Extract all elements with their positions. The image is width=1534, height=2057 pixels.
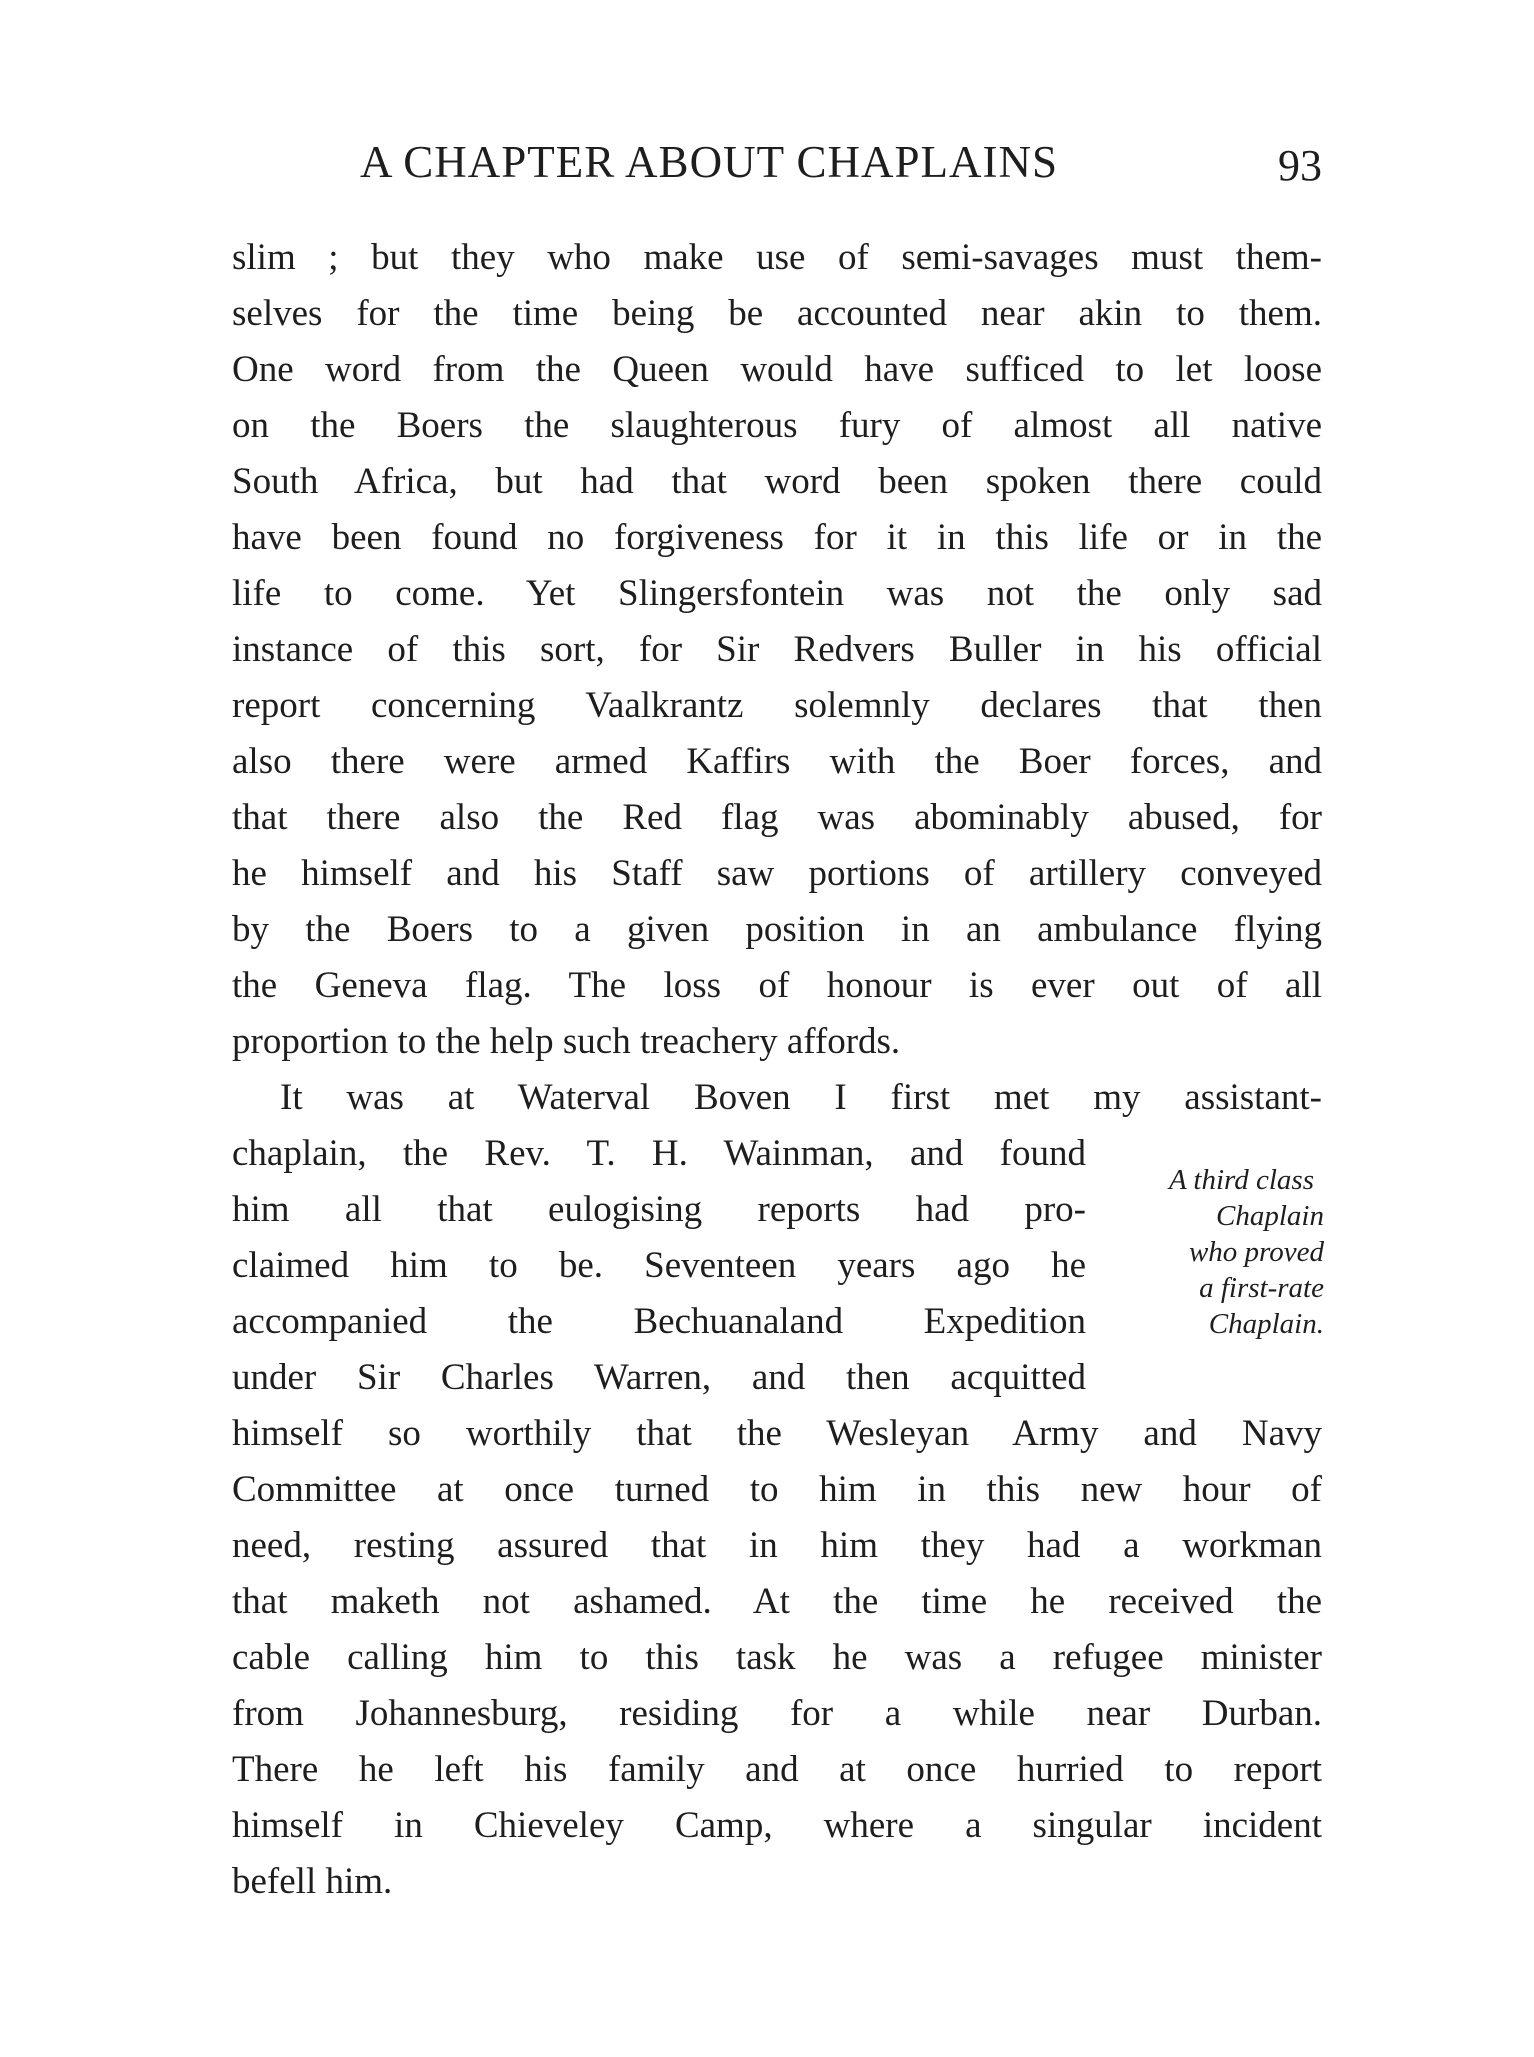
margin-note-line: who proved: [1188, 1236, 1324, 1268]
page-number: 93: [1278, 141, 1322, 190]
text-line: There he left his family and at once hurried to report: [232, 1749, 1322, 1790]
text-line: the Geneva flag. The loss of honour is ever out of all: [232, 965, 1322, 1006]
text-line: It was at Waterval Boven I first met my assistant-: [280, 1077, 1322, 1118]
text-line: Committee at once turned to him in this new hour of: [232, 1469, 1322, 1510]
text-line: chaplain, the Rev. T. H. Wainman, and found: [232, 1133, 1086, 1174]
text-line: that there also the Red flag was abominably abused, for: [232, 797, 1322, 838]
margin-note-line: Chaplain: [1216, 1200, 1324, 1232]
text-line: himself so worthily that the Wesleyan Army and Navy: [232, 1413, 1322, 1454]
text-line: cable calling him to this task he was a refugee minister: [232, 1637, 1322, 1678]
text-line: also there were armed Kaffirs with the Boer forces, and: [232, 741, 1322, 782]
margin-note-line: a first-rate: [1199, 1272, 1324, 1304]
text-line: South Africa, but had that word been spoken there could: [232, 461, 1322, 502]
text-line: slim ; but they who make use of semi-savages must them-: [232, 237, 1322, 278]
margin-note-line: Chaplain.: [1208, 1308, 1324, 1340]
text-line: on the Boers the slaughterous fury of almost all native: [232, 405, 1322, 446]
text-line: have been found no forgiveness for it in this life or in the: [232, 517, 1322, 558]
text-line: One word from the Queen would have sufficed to let loose: [232, 349, 1322, 390]
text-line: life to come. Yet Slingersfontein was not the only sad: [232, 573, 1322, 614]
text-line: that maketh not ashamed. At the time he received the: [232, 1581, 1322, 1622]
text-line: accompanied the Bechuanaland Expedition: [232, 1301, 1086, 1342]
text-line: claimed him to be. Seventeen years ago he: [232, 1245, 1086, 1286]
text-line: proportion to the help such treachery affords.: [232, 1021, 901, 1062]
text-line: by the Boers to a given position in an ambulance flying: [232, 909, 1322, 950]
running-head: [232, 136, 1322, 196]
text-line: he himself and his Staff saw portions of artillery conveyed: [232, 853, 1322, 894]
text-line: himself in Chieveley Camp, where a singular incident: [232, 1805, 1322, 1846]
text-line: need, resting assured that in him they had a workman: [232, 1525, 1322, 1566]
margin-note-line: A third class: [1168, 1164, 1314, 1196]
text-line: befell him.: [232, 1861, 393, 1902]
text-line: report concerning Vaalkrantz solemnly declares that then: [232, 685, 1322, 726]
running-title: A CHAPTER ABOUT CHAPLAINS: [360, 137, 1059, 187]
text-line: selves for the time being be accounted near akin to them.: [232, 293, 1322, 334]
text-line: from Johannesburg, residing for a while near Durban.: [232, 1693, 1322, 1734]
margin-note: [1110, 1162, 1324, 1342]
text-line: under Sir Charles Warren, and then acquitted: [232, 1357, 1086, 1398]
text-line: him all that eulogising reports had pro-: [232, 1189, 1086, 1230]
text-line: instance of this sort, for Sir Redvers Buller in his official: [232, 629, 1322, 670]
